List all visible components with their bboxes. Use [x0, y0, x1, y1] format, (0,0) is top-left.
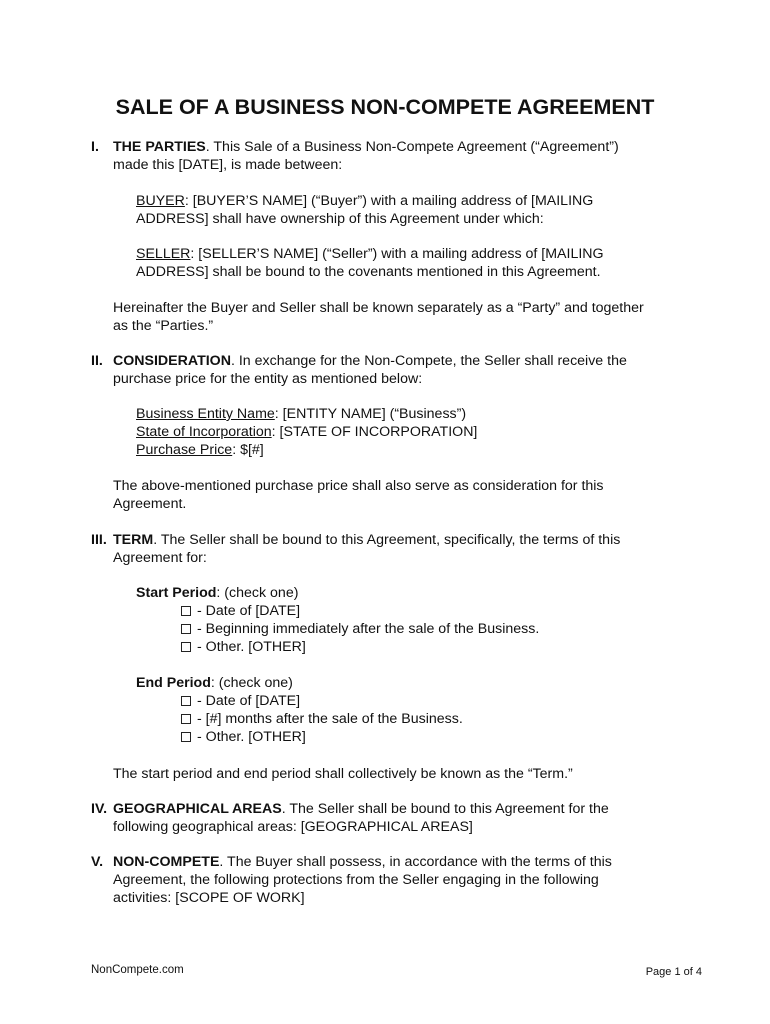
section-number: III.	[91, 532, 107, 548]
seller-text: ADDRESS] shall be bound to the covenants mentioned in this Agreement.	[136, 264, 601, 280]
checkbox[interactable]	[181, 714, 191, 724]
option-label: - Beginning immediately after the sale of the Business.	[197, 621, 540, 637]
section-intro	[113, 531, 683, 567]
section-text: . This Sale of a Business Non-Compete Agreement (“Agreement”)	[205, 139, 619, 155]
section-number: I.	[91, 139, 99, 155]
section-text: Agreement for:	[113, 550, 207, 566]
section-heading: CONSIDERATION	[113, 353, 231, 369]
option-label: - Date of [DATE]	[197, 603, 301, 619]
term-definition	[113, 765, 693, 783]
section-text: purchase price for the entity as mentioned below:	[113, 371, 423, 387]
seller-text: : [SELLER’S NAME] (“Seller”) with a mailing address of [MAILING	[190, 246, 604, 262]
checkbox[interactable]	[181, 624, 191, 634]
section-intro	[113, 138, 683, 174]
option-label: - Other. [OTHER]	[197, 639, 306, 655]
consideration-note	[113, 477, 693, 513]
start-option-immediate[interactable]	[181, 620, 539, 638]
footer-page-number: Page 1 of 4	[645, 966, 702, 978]
checkbox[interactable]	[181, 606, 191, 616]
section-text: made this [DATE], is made between:	[113, 157, 343, 173]
section-number: IV.	[91, 801, 108, 817]
state-value: : [STATE OF INCORPORATION]	[271, 424, 478, 440]
start-period-heading	[136, 584, 676, 602]
section-text: . The Buyer shall possess, in accordance with the terms of this	[219, 854, 612, 870]
section-text: . In exchange for the Non-Compete, the Seller shall receive the	[230, 353, 627, 369]
footer-site: NonCompete.com	[91, 964, 184, 976]
buyer-clause	[136, 192, 676, 228]
option-label: - [#] months after the sale of the Business.	[197, 711, 463, 727]
section-text: Agreement, the following protections from the Seller engaging in the following	[113, 872, 599, 888]
section-heading: NON-COMPETE	[113, 854, 220, 870]
end-period-heading	[136, 674, 676, 692]
document-title: SALE OF A BUSINESS NON-COMPETE AGREEMENT	[115, 95, 655, 119]
section-heading: TERM	[113, 532, 154, 548]
section-intro	[113, 352, 683, 388]
buyer-text: ADDRESS] shall have ownership of this Agreement under which:	[136, 211, 544, 227]
section-text: activities: [SCOPE OF WORK]	[113, 890, 305, 906]
section-heading: GEOGRAPHICAL AREAS	[113, 801, 282, 817]
section-text: . The Seller shall be bound to this Agreement, specifically, the terms of this	[153, 532, 621, 548]
section-intro	[113, 800, 683, 836]
buyer-label: BUYER	[136, 193, 185, 209]
entity-name-value: : [ENTITY NAME] (“Business”)	[274, 406, 467, 422]
section-number: II.	[91, 353, 103, 369]
price-label: Purchase Price	[136, 442, 233, 458]
end-period-hint: : (check one)	[210, 675, 293, 691]
end-option-months[interactable]	[181, 710, 463, 728]
end-option-other[interactable]	[181, 728, 306, 746]
buyer-text: : [BUYER’S NAME] (“Buyer”) with a mailing address of [MAILING	[184, 193, 594, 209]
option-label: - Other. [OTHER]	[197, 729, 306, 745]
start-period-hint: : (check one)	[216, 585, 299, 601]
checkbox[interactable]	[181, 732, 191, 742]
paragraph-line: The start period and end period shall collectively be known as the “Term.”	[113, 766, 573, 782]
start-option-date[interactable]	[181, 602, 300, 620]
checkbox[interactable]	[181, 696, 191, 706]
consideration-details	[136, 405, 676, 459]
entity-name-label: Business Entity Name	[136, 406, 275, 422]
paragraph-line: Hereinafter the Buyer and Seller shall be known separately as a “Party” and together	[113, 300, 644, 316]
section-text: . The Seller shall be bound to this Agreement for the	[281, 801, 609, 817]
parties-definition	[113, 299, 693, 335]
start-period-label: Start Period	[136, 585, 217, 601]
seller-clause	[136, 245, 676, 281]
checkbox[interactable]	[181, 642, 191, 652]
seller-label: SELLER	[136, 246, 191, 262]
end-option-date[interactable]	[181, 692, 300, 710]
section-text: following geographical areas: [GEOGRAPHICAL AREAS]	[113, 819, 473, 835]
paragraph-line: as the “Parties.”	[113, 318, 214, 334]
option-label: - Date of [DATE]	[197, 693, 301, 709]
section-number: V.	[91, 854, 104, 870]
paragraph-line: Agreement.	[113, 496, 187, 512]
section-heading: THE PARTIES	[113, 139, 206, 155]
price-value: : $[#]	[232, 442, 264, 458]
end-period-label: End Period	[136, 675, 211, 691]
start-option-other[interactable]	[181, 638, 306, 656]
state-label: State of Incorporation	[136, 424, 272, 440]
section-intro	[113, 853, 683, 907]
paragraph-line: The above-mentioned purchase price shall also serve as consideration for this	[113, 478, 604, 494]
